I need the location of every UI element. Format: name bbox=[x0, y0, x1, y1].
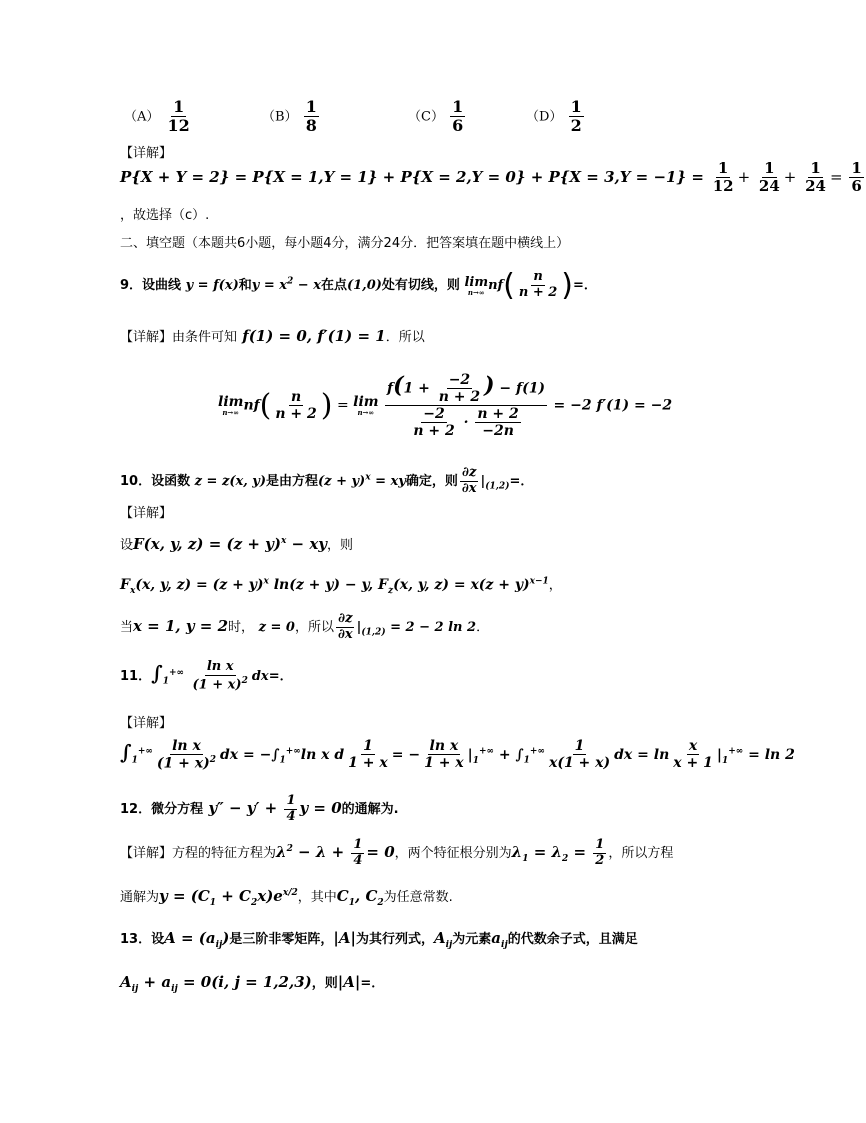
q10-detail-heading: 【详解】 bbox=[120, 506, 173, 521]
q12-general-solution: 通解为$y = (C_1 + C_2x)e^{x/2}$，其中$C_1$, $C_2$为任意常数. bbox=[120, 887, 453, 908]
probability-equation: P{X + Y = 2} = P{X = 1,Y = 1} + P{X = 2,Y = 0} + P{X = 3,Y = −1} = $\frac{1}{12}$ + $\frac{1}{24}$ + $\frac{1}{24}$ = $\frac{1}{6}$ bbox=[120, 159, 862, 196]
q10-define-f: 设F(x, y, $z) = (z + y)^x$ − xy，则 bbox=[120, 535, 354, 553]
option-fraction: $\frac{1}{2}$ bbox=[570, 97, 582, 136]
option-label: （A） bbox=[124, 109, 160, 125]
option-fraction: $\frac{1}{8}$ bbox=[305, 97, 317, 136]
question-11: 11．$\int_1^{+\infty}$ $\frac{\text{ln x}}{(1 + x)^2}$ dx=． bbox=[120, 659, 293, 693]
question-12: 12．微分方程 y″ − y′ + $\frac{1}{4}$ y = 0的通解为. bbox=[120, 793, 399, 824]
q11-detail-heading: 【详解】 bbox=[120, 716, 173, 731]
question-13-cont: $A_{ij} + a_{ij} = 0(i$, j = 1,2,3)，则|A|=． bbox=[120, 973, 385, 994]
question-10: 10．设函数 z = z(x, y)是由方程$(z + y)^x$ = xy确定，则 $\frac{\partial z}{\partial x}$ $|_{(1,2)}=$． bbox=[120, 465, 534, 496]
option-label: （C） bbox=[408, 109, 444, 125]
q12-detail: 【详解】方程的特征方程为$\lambda^2 - \lambda$ + $\frac{1}{4}$ = 0，两个特征根分别为$\lambda_1 = \lambda_2$ = $\frac{1}{2}$ ，所以方程 bbox=[120, 837, 674, 868]
question-13: 13．设$A = (a_{ij})$是三阶非零矩阵，|A|为其行列式，$A_{ij}$为元素$a_{ij}$的代数余子式，且满足 bbox=[120, 929, 638, 950]
option-label: （D） bbox=[526, 109, 563, 125]
q11-solution: $\int_1^{+\infty}$ $\frac{\text{ln x}}{(1 + x)^2}$ dx = $-\int_1^{+\infty}\ln$ x d $\frac{1}{1 + x}$ = − $\frac{\text{ln x}}{1 + x}$ $|_1^{+\infty} + \int_1^{+\infty}$ $\frac{1}{x(1 + x)}$ dx = ln $\frac{x}{x + 1}$ $|_1^{+\infty} = \ln 2$ bbox=[120, 738, 795, 772]
option-fraction: $\frac{1}{12}$ bbox=[167, 97, 190, 136]
q9-limit-equation: lim n→∞ nf( $\frac{n}{n + 2}$ ) = lim n→∞ f(1 + $\frac{-2}{n + 2}$ ) − f(1) $\frac{-2}{n + 2}$ · $\frac{n + 2}{-2n}$ = −2 f′(1) = −2 bbox=[218, 372, 673, 440]
question-9: 9．设曲线 y = f(x)和$y = x^2 - x$在点(1,0)处有切线，则 lim n→∞ nf( $\frac{n}{n + 2}$ )=． bbox=[120, 268, 597, 303]
option-fraction: $\frac{1}{6}$ bbox=[452, 97, 464, 136]
detail-heading: 【详解】 bbox=[120, 146, 173, 161]
option-a bbox=[124, 98, 194, 136]
section-title: 二、填空题（本题共6小题，每小题4分，满分24分．把答案填在题中横线上） bbox=[120, 236, 570, 251]
option-c bbox=[408, 98, 467, 136]
q9-detail: 【详解】由条件可知 f(1) = 0, f′(1) = 1．所以 bbox=[120, 327, 425, 345]
option-b bbox=[262, 98, 321, 136]
option-d bbox=[526, 98, 586, 136]
answer-text: ，故选择（c）. bbox=[120, 208, 210, 223]
q10-result: 当x = 1, y = 2时， z = 0，所以 $\frac{\partial z}{\partial x}$ $|_{(1,2)} = 2 - 2$ ln 2． bbox=[120, 611, 490, 642]
option-label: （B） bbox=[262, 109, 298, 125]
q10-partials: $F_x(x$, y, $z) = (z + y)^x$ ln(z + y) − y, $F_z(x$, y, $z) = x(z + y)^{x-1}$， bbox=[120, 576, 562, 596]
